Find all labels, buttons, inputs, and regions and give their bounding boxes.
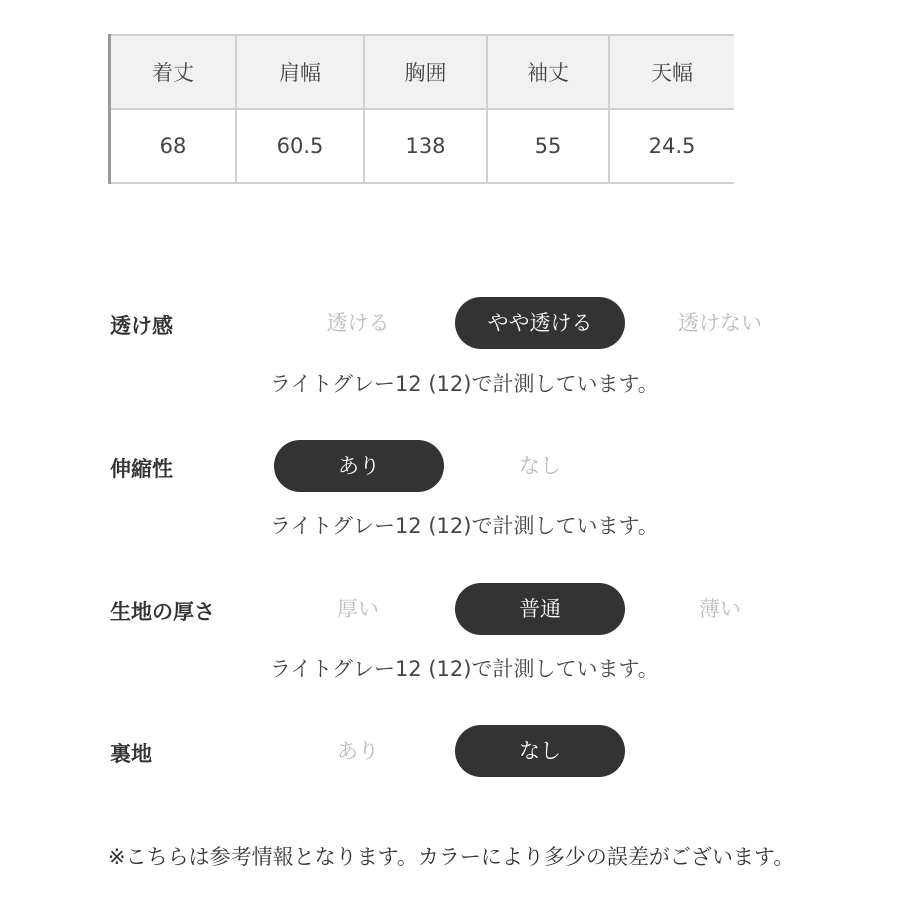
header-sleeve-length: 袖丈 [487,35,609,109]
value-chest: 138 [364,109,487,183]
lining-label: 裏地 [110,742,152,766]
stretch-option-yes: あり [274,440,444,492]
reference-disclaimer: ※こちらは参考情報となります。カラーにより多少の誤差がございます。 [108,845,795,869]
value-sleeve-length: 55 [487,109,609,183]
thickness-option-thin: 薄い [699,597,741,621]
size-table-header-row [110,35,735,109]
thickness-label: 生地の厚さ [110,600,215,624]
transparency-label: 透け感 [110,314,173,338]
transparency-measure-note: ライトグレー12 (12)で計測しています。 [270,372,659,396]
size-table [108,34,734,184]
thickness-option-normal: 普通 [455,583,625,635]
header-length: 着丈 [110,35,237,109]
lining-option-yes: あり [337,739,379,763]
stretch-measure-note: ライトグレー12 (12)で計測しています。 [270,514,659,538]
transparency-option-slightly-see-through: やや透ける [455,297,625,349]
header-shoulder-width: 肩幅 [236,35,364,109]
thickness-measure-note: ライトグレー12 (12)で計測しています。 [270,657,659,681]
value-length: 68 [110,109,237,183]
transparency-option-see-through: 透ける [326,311,390,335]
header-neck-width: 天幅 [609,35,734,109]
header-chest: 胸囲 [364,35,487,109]
transparency-option-not-see-through: 透けない [678,311,762,335]
value-neck-width: 24.5 [609,109,734,183]
stretch-label: 伸縮性 [110,457,173,481]
thickness-option-thick: 厚い [337,597,379,621]
lining-option-no: なし [455,725,625,777]
value-shoulder-width: 60.5 [236,109,364,183]
stretch-option-no: なし [519,454,561,478]
size-table-value-row [110,109,735,183]
